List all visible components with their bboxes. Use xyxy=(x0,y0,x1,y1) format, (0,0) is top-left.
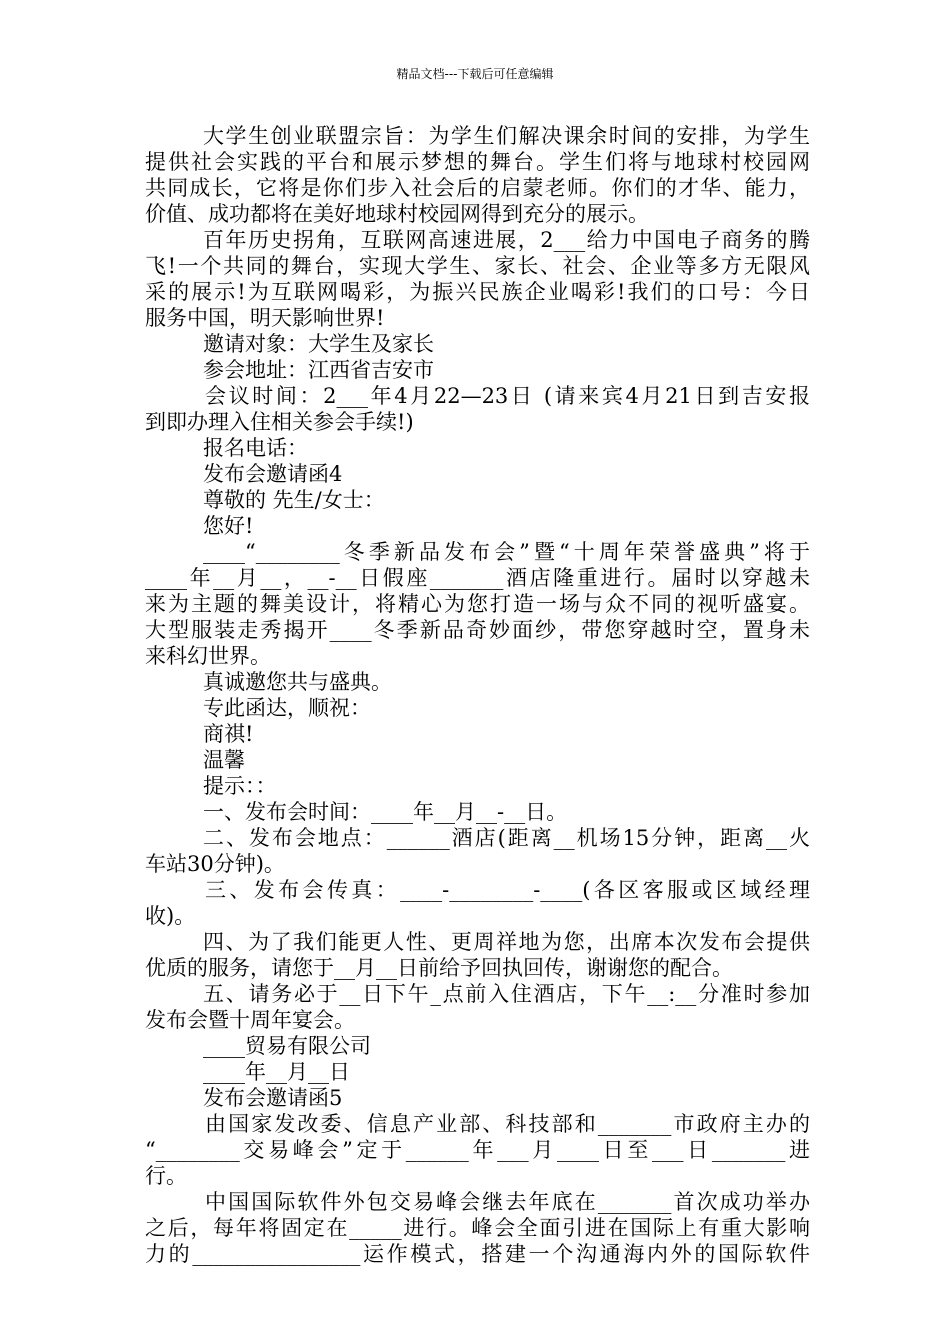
text-line: 您好! xyxy=(203,514,254,538)
document-body xyxy=(145,123,810,1267)
text-line: 尊敬的 先生/女士： xyxy=(203,488,385,512)
text-line: 共同成长，它将是你们步入社会后的启蒙老师。你们的才华、能力， xyxy=(145,176,810,200)
text-line: 五、请务必于__日下午_点前入住酒店，下午__:__分准时参加 xyxy=(203,982,810,1006)
text-line: ____年__月__，__-__日假座_______酒店隆重进行。届时以穿越未 xyxy=(145,566,810,590)
text-line: 真诚邀您共与盛典。 xyxy=(203,670,392,694)
text-line: 价值、成功都将在美好地球村校园网得到充分的展示。 xyxy=(145,202,649,226)
text-line: 到即办理入住相关参会手续!) xyxy=(145,410,414,434)
text-line: 服务中国，明天影响世界! xyxy=(145,306,385,330)
text-line: 提示：： xyxy=(203,774,277,798)
text-line: ____贸易有限公司 xyxy=(203,1034,371,1058)
text-line: 商祺! xyxy=(203,722,254,746)
text-line: 发布会邀请函5 xyxy=(203,1086,343,1110)
text-line: ____年__月__日 xyxy=(203,1060,350,1084)
text-line: 大学生创业联盟宗旨：为学生们解决课余时间的安排，为学生 xyxy=(203,124,810,148)
text-line: 力的________________运作模式，搭建一个沟通海内外的国际软件 xyxy=(145,1242,810,1266)
text-line: 会议时间：2___年4月22—23日 (请来宾4月21日到吉安报 xyxy=(205,384,810,408)
text-line: ____“________冬季新品发布会”暨“十周年荣誉盛典”将于 xyxy=(203,540,810,564)
text-line: 提供社会实践的平台和展示梦想的舞台。学生们将与地球村校园网 xyxy=(145,150,810,174)
text-line: 收)。 xyxy=(145,904,196,928)
text-line: 中国国际软件外包交易峰会继去年底在_______首次成功举办 xyxy=(205,1190,810,1214)
text-line: 二、发布会地点：______酒店(距离__机场15分钟，距离__火 xyxy=(203,826,810,850)
text-line: 来科幻世界。 xyxy=(145,644,271,668)
text-line: 百年历史拐角，互联网高速进展，2___给力中国电子商务的腾 xyxy=(203,228,810,252)
text-line: 参会地址：江西省吉安市 xyxy=(203,358,434,382)
text-line: 由国家发改委、信息产业部、科技部和_______市政府主办的 xyxy=(205,1112,810,1136)
text-line: 三、发布会传真：____-________-____(各区客服或区域经理 xyxy=(205,878,810,902)
text-line: 大型服装走秀揭开____冬季新品奇妙面纱，带您穿越时空，置身未 xyxy=(145,618,810,642)
text-line: 来为主题的舞美设计，将精心为您打造一场与众不同的视听盛宴。 xyxy=(145,592,810,616)
text-line: 温馨 xyxy=(203,748,245,772)
text-line: 行。 xyxy=(145,1164,187,1188)
text-line: 邀请对象：大学生及家长 xyxy=(203,332,434,356)
page-header: 精品文档---下载后可任意编辑 xyxy=(396,67,554,81)
text-line: 一、发布会时间：____年__月__-__日。 xyxy=(203,800,568,824)
text-line: “________交易峰会”定于______年___月____日至___日_______进 xyxy=(145,1138,810,1162)
text-line: 报名电话： xyxy=(203,436,308,460)
text-line: 发布会暨十周年宴会。 xyxy=(145,1008,355,1032)
text-line: 专此函达，顺祝： xyxy=(203,696,371,720)
text-line: 采的展示!为互联网喝彩，为振兴民族企业喝彩!我们的口号：今日 xyxy=(145,280,810,304)
text-line: 优质的服务，请您于__月__日前给予回执回传，谢谢您的配合。 xyxy=(145,956,733,980)
text-line: 车站30分钟)。 xyxy=(145,852,285,876)
text-line: 发布会邀请函4 xyxy=(203,462,343,486)
text-line: 四、为了我们能更人性、更周祥地为您，出席本次发布会提供 xyxy=(203,930,810,954)
text-line: 之后，每年将固定在_____进行。峰会全面引进在国际上有重大影响 xyxy=(145,1216,810,1240)
text-line: 飞!一个共同的舞台，实现大学生、家长、社会、企业等多方无限风 xyxy=(145,254,810,278)
